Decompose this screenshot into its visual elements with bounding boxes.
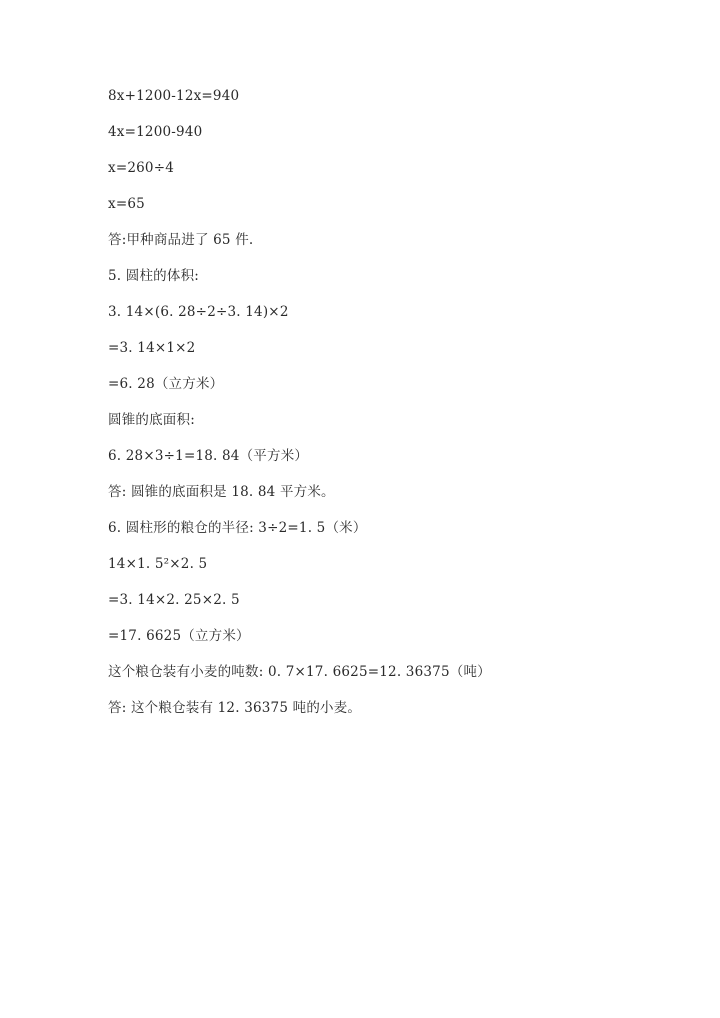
answer-line: 答:甲种商品进了 65 件. bbox=[108, 232, 254, 248]
problem-heading: 6. 圆柱形的粮仓的半径: 3÷2=1. 5（米） bbox=[108, 520, 367, 536]
text-line: =3. 14×1×2 bbox=[108, 340, 196, 356]
text-line: x=65 bbox=[108, 196, 145, 212]
text-line: =6. 28（立方米） bbox=[108, 376, 224, 392]
text-line: =17. 6625（立方米） bbox=[108, 628, 250, 644]
text-line: 6. 28×3÷1=18. 84（平方米） bbox=[108, 448, 309, 464]
answer-line: 答: 圆锥的底面积是 18. 84 平方米。 bbox=[108, 484, 335, 500]
text-line: 14×1. 5²×2. 5 bbox=[108, 556, 208, 572]
problem-heading: 5. 圆柱的体积: bbox=[108, 268, 200, 284]
text-line: x=260÷4 bbox=[108, 160, 174, 176]
text-line: 圆锥的底面积: bbox=[108, 412, 195, 428]
text-line: 这个粮仓装有小麦的吨数: 0. 7×17. 6625=12. 36375（吨） bbox=[108, 664, 491, 680]
answer-line: 答: 这个粮仓装有 12. 36375 吨的小麦。 bbox=[108, 700, 362, 716]
text-line: 4x=1200-940 bbox=[108, 124, 203, 140]
solution-text bbox=[108, 86, 491, 734]
text-line: 8x+1200-12x=940 bbox=[108, 88, 240, 104]
text-line: 3. 14×(6. 28÷2÷3. 14)×2 bbox=[108, 304, 289, 320]
text-line: =3. 14×2. 25×2. 5 bbox=[108, 592, 240, 608]
